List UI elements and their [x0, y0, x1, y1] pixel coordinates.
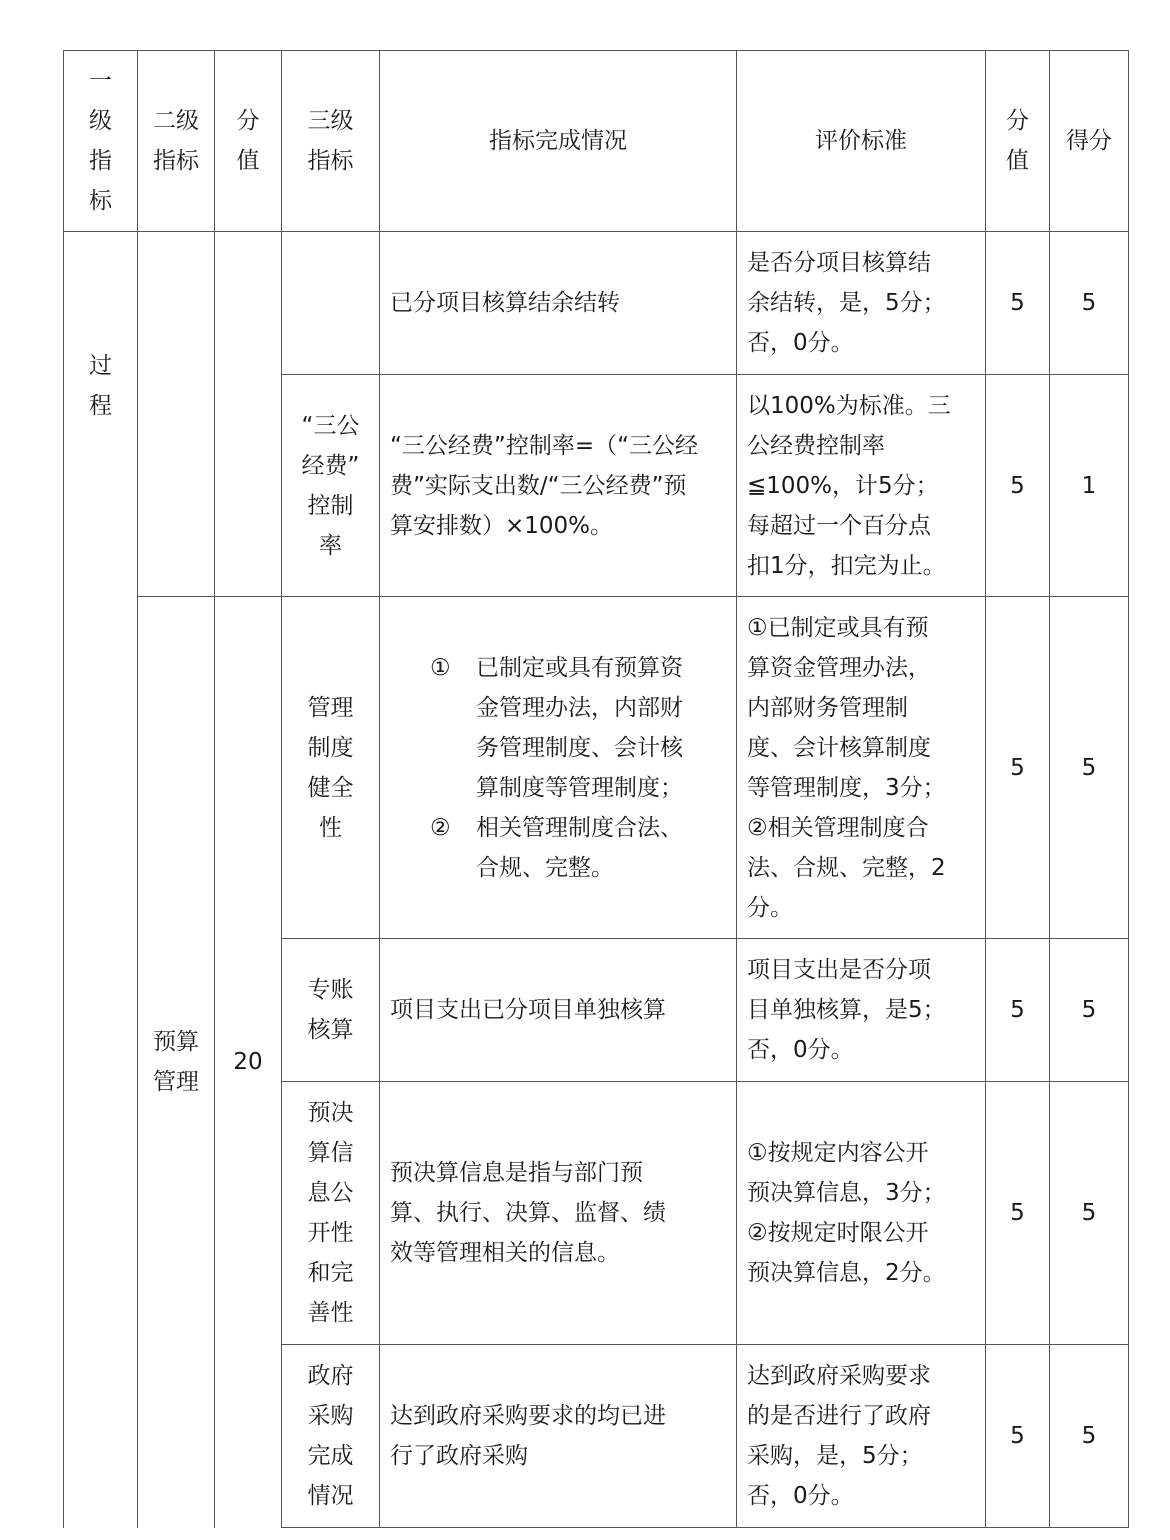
completion-cell: 已分项目核算结余结转: [380, 232, 737, 375]
level3-cell: 预决 算信 息公 开性 和完 善性: [282, 1082, 380, 1345]
completion-cell: 项目支出已分项目单独核算: [380, 939, 737, 1082]
completion-cell: 达到政府采购要求的均已进 行了政府采购: [380, 1345, 737, 1528]
standard-cell: 项目支出是否分项 目单独核算，是5； 否，0分。: [737, 939, 986, 1082]
standard-cell: 以100%为标准。三 公经费控制率 ≦100%，计5分； 每超过一个百分点 扣1分，扣完为止。: [737, 375, 986, 597]
score-value-cell: 5: [986, 232, 1050, 375]
standard-cell: 是否分项目核算结 余结转，是，5分； 否，0分。: [737, 232, 986, 375]
header-completion: 指标完成情况: [380, 51, 737, 232]
header-got: 得分: [1050, 51, 1129, 232]
score-value-cell: 5: [986, 1345, 1050, 1528]
header-level2: 二级 指标: [138, 51, 215, 232]
level1-cell: 过 程: [64, 232, 138, 1528]
got-cell: 1: [1050, 375, 1129, 597]
header-level1: 一 级 指 标: [64, 51, 138, 232]
standard-cell: ①按规定内容公开 预决算信息，3分； ②按规定时限公开 预决算信息，2分。: [737, 1082, 986, 1345]
level2-cell-empty: [138, 232, 215, 597]
score-cell-empty: [215, 232, 282, 597]
header-score: 分 值: [215, 51, 282, 232]
got-cell: 5: [1050, 1082, 1129, 1345]
list-item: [430, 808, 726, 888]
score-value-cell: 5: [986, 375, 1050, 597]
list-marker: ②: [430, 814, 451, 841]
list-text: 已制定或具有预算资 金管理办法，内部财 务管理制度、会计核 算制度等管理制度；: [476, 654, 683, 801]
score-value-cell: 5: [986, 597, 1050, 939]
evaluation-table: [63, 50, 1129, 1528]
level3-cell: [282, 232, 380, 375]
completion-cell: 预决算信息是指与部门预 算、执行、决算、监督、绩 效等管理相关的信息。: [380, 1082, 737, 1345]
header-score-value: 分 值: [986, 51, 1050, 232]
got-cell: 5: [1050, 232, 1129, 375]
table-row: [64, 232, 1129, 375]
level3-cell: 专账 核算: [282, 939, 380, 1082]
score-value-cell: 5: [986, 939, 1050, 1082]
completion-cell: [380, 597, 737, 939]
got-cell: 5: [1050, 597, 1129, 939]
completion-cell: “三公经费”控制率=（“三公经 费”实际支出数/“三公经费”预 算安排数）×100%。: [380, 375, 737, 597]
got-cell: 5: [1050, 939, 1129, 1082]
header-standard: 评价标准: [737, 51, 986, 232]
completion-list: [390, 648, 726, 888]
list-text: 相关管理制度合法、 合规、完整。: [476, 814, 683, 881]
level2-cell: 预算 管理: [138, 597, 215, 1528]
level3-cell: “三公 经费” 控制 率: [282, 375, 380, 597]
standard-cell: 达到政府采购要求 的是否进行了政府 采购，是，5分； 否，0分。: [737, 1345, 986, 1528]
group-score-cell: 20: [215, 597, 282, 1528]
score-value-cell: 5: [986, 1082, 1050, 1345]
table-row: [64, 597, 1129, 939]
header-row: [64, 51, 1129, 232]
list-item: [430, 648, 726, 808]
level3-cell: 政府 采购 完成 情况: [282, 1345, 380, 1528]
header-level3: 三级 指标: [282, 51, 380, 232]
standard-cell: ①已制定或具有预 算资金管理办法， 内部财务管理制 度、会计核算制度 等管理制度，3分； ②相关管理制度合 法、合规、完整，2 分。: [737, 597, 986, 939]
level3-cell: 管理 制度 健全 性: [282, 597, 380, 939]
got-cell: 5: [1050, 1345, 1129, 1528]
list-marker: ①: [430, 654, 451, 681]
